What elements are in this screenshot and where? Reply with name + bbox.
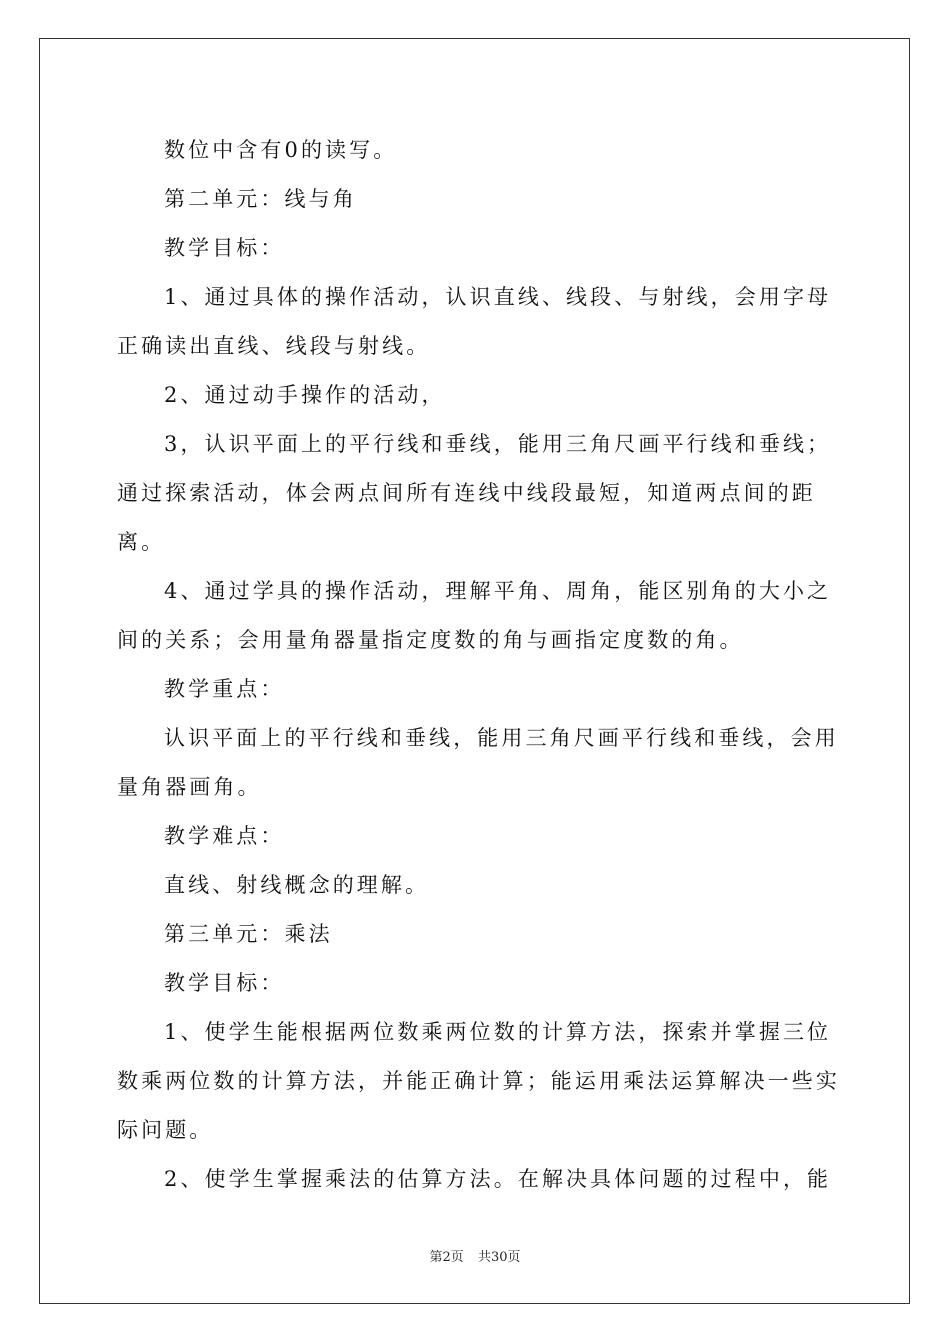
subheading: 教学重点： (164, 677, 285, 701)
paragraph: 1、通过具体的操作活动，认识直线、线段、与射线，会用字母正确读出直线、线段与射线。 (117, 285, 832, 358)
paragraph: 直线、射线概念的理解。 (164, 873, 430, 897)
section-heading: 第二单元：线与角 (164, 187, 357, 211)
paragraph: 数位中含有0的读写。 (164, 138, 398, 162)
paragraph: 2、使学生掌握乘法的估算方法。在解决具体问题的过程中，能 (164, 1167, 832, 1191)
subheading: 教学难点： (164, 824, 285, 848)
paragraph: 认识平面上的平行线和垂线，能用三角尺画平行线和垂线，会用量角器画角。 (117, 726, 839, 799)
paragraph: 1、使学生能根据两位数乘两位数的计算方法，探索并掌握三位数乘两位数的计算方法，并能正确计算；能运用乘法运算解决一些实际问题。 (117, 1020, 840, 1142)
section-heading: 第三单元：乘法 (164, 922, 333, 946)
subheading: 教学目标： (164, 971, 285, 995)
subheading: 教学目标： (164, 236, 285, 260)
page-footer (0, 1246, 950, 1265)
paragraph: 4、通过学具的操作活动，理解平角、周角，能区别角的大小之间的关系；会用量角器量指定度数的角与画指定度数的角。 (117, 579, 832, 652)
total-pages: 共30页 (477, 1250, 521, 1265)
document-body (117, 126, 852, 1204)
paragraph: 2、通过动手操作的活动， (164, 383, 446, 407)
paragraph: 3，认识平面上的平行线和垂线，能用三角尺画平行线和垂线；通过探索活动，体会两点间所有连线中线段最短，知道两点间的距离。 (117, 432, 832, 554)
page-number: 第2页 (429, 1250, 464, 1265)
